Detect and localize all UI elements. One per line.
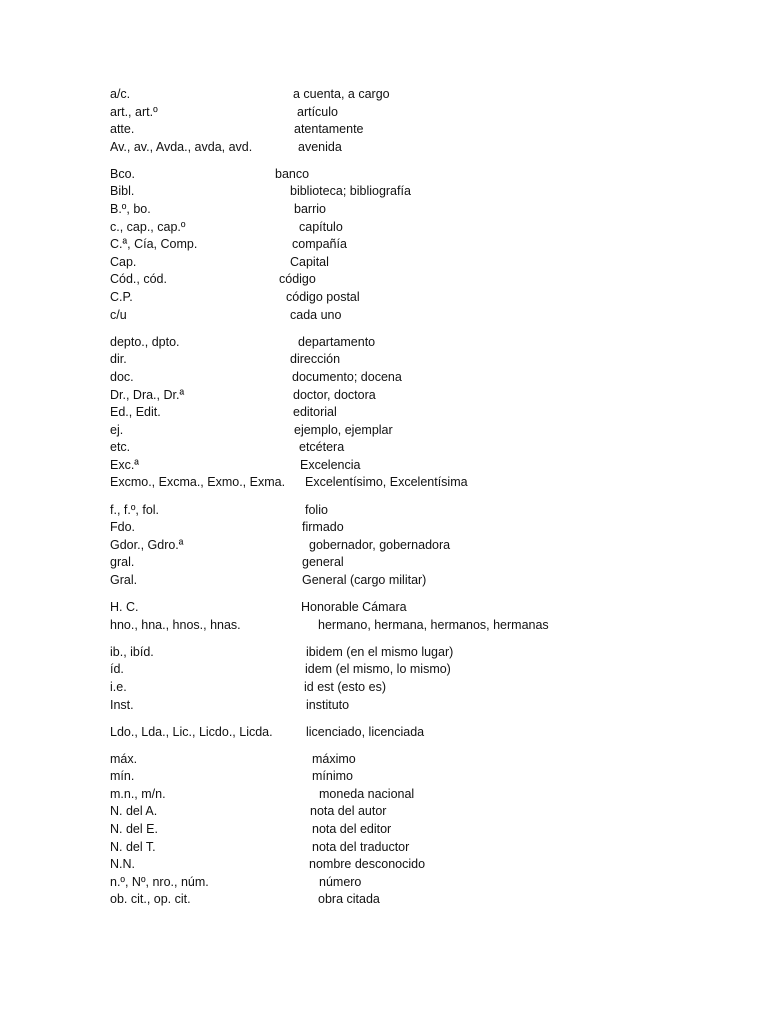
abbreviation: Bibl. [110,184,135,199]
abbreviation-meaning: código postal [286,290,360,305]
abbreviation-row [110,617,710,635]
abbreviation-meaning: número [319,874,362,889]
abbreviation-meaning: artículo [297,104,338,119]
abbreviation-row [110,183,710,201]
abbreviation-row [110,219,710,237]
abbreviation-meaning: etcétera [299,440,345,455]
abbreviation-row [110,519,710,537]
abbreviation-group [110,502,710,590]
abbreviation-row [110,724,710,742]
abbreviation: Av., av., Avda., avda, avd. [110,139,253,154]
abbreviation-row [110,271,710,289]
abbreviation: hno., hna., hnos., hnas. [110,617,241,632]
abbreviation: a/c. [110,87,131,101]
abbreviation-meaning: hermano, hermana, hermanos, hermanas [318,617,549,632]
abbreviation-row [110,768,710,786]
abbreviation-row [110,387,710,405]
abbreviation-meaning: capítulo [299,219,343,234]
abbreviation: N. del E. [110,822,158,837]
abbreviation-meaning: Honorable Cámara [301,600,407,615]
abbreviation-row [110,289,710,307]
abbreviation-meaning: firmado [302,520,344,535]
abbreviation-meaning: obra citada [318,892,380,907]
abbreviation-row [110,121,710,139]
abbreviation: C.P. [110,290,133,305]
abbreviation-row [110,786,710,804]
abbreviation-row [110,644,710,662]
abbreviation-row [110,139,710,157]
abbreviation: f., f.º, fol. [110,502,160,517]
abbreviation-meaning: doctor, doctora [293,387,376,402]
abbreviation: ej. [110,422,124,437]
abbreviation-meaning: a cuenta, a cargo [293,87,390,101]
abbreviation: etc. [110,440,131,455]
abbreviation: Gral. [110,572,138,587]
abbreviation: depto., dpto. [110,334,180,349]
abbreviation: Ed., Edit. [110,405,161,420]
abbreviation: máx. [110,751,138,766]
abbreviation: mín. [110,769,135,784]
abbreviation-row [110,572,710,590]
abbreviation-meaning: idem (el mismo, lo mismo) [305,662,451,677]
abbreviation: N. del T. [110,839,156,854]
abbreviation-meaning: nota del autor [310,804,387,819]
abbreviation-row [110,369,710,387]
abbreviation-meaning: Excelencia [300,457,361,472]
abbreviation-meaning: Excelentísimo, Excelentísima [305,475,468,490]
abbreviation: Cap. [110,254,137,269]
abbreviation: ib., ibíd. [110,644,154,659]
abbreviation-row [110,839,710,857]
abbreviation-row [110,856,710,874]
abbreviation-row [110,254,710,272]
abbreviation-meaning: barrio [294,202,326,217]
abbreviation-row [110,457,710,475]
abbreviation-meaning: ejemplo, ejemplar [294,422,393,437]
abbreviation-meaning: General (cargo militar) [302,572,427,587]
abbreviation: m.n., m/n. [110,786,166,801]
abbreviation-meaning: moneda nacional [319,786,415,801]
abbreviation-row [110,104,710,122]
abbreviation-meaning: folio [305,502,328,517]
abbreviation: N. del A. [110,804,158,819]
abbreviation-row [110,679,710,697]
abbreviation-row [110,554,710,572]
abbreviation: c., cap., cap.º [110,219,186,234]
abbreviation-meaning: avenida [298,139,342,154]
abbreviation: c/u [110,307,127,322]
abbreviation: Gdor., Gdro.ª [110,537,184,552]
abbreviation-group [110,166,710,324]
abbreviation-meaning: atentamente [294,122,364,137]
abbreviation: Ldo., Lda., Lic., Licdo., Licda. [110,724,273,739]
abbreviation-row [110,334,710,352]
abbreviation-row [110,86,710,104]
abbreviation: Excmo., Excma., Exmo., Exma. [110,475,286,490]
abbreviation-row [110,236,710,254]
abbreviation-meaning: Capital [290,254,329,269]
abbreviation-row [110,166,710,184]
abbreviation-meaning: departamento [298,334,376,349]
abbreviation: dir. [110,352,127,367]
abbreviation: íd. [110,662,124,677]
abbreviation-row [110,821,710,839]
abbreviation: Bco. [110,166,136,181]
abbreviation-row [110,439,710,457]
abbreviation-row [110,307,710,325]
abbreviation: gral. [110,555,135,570]
abbreviation: doc. [110,369,134,384]
abbreviation-meaning: id est (esto es) [304,679,386,694]
abbreviation-row [110,474,710,492]
abbreviation-row [110,599,710,617]
abbreviation-row [110,661,710,679]
abbreviation: ob. cit., op. cit. [110,892,191,907]
abbreviation-group [110,751,710,909]
abbreviation: i.e. [110,679,127,694]
abbreviation-row [110,803,710,821]
abbreviation-meaning: documento; docena [292,369,402,384]
abbreviation-meaning: nombre desconocido [309,857,426,872]
abbreviation: Exc.ª [110,457,139,472]
abbreviation: Dr., Dra., Dr.ª [110,387,185,402]
abbreviation-meaning: banco [275,166,310,181]
abbreviation-meaning: máximo [312,751,356,766]
abbreviation-row [110,751,710,769]
abbreviation-meaning: compañía [292,237,347,252]
abbreviation-row [110,537,710,555]
abbreviation-row [110,404,710,422]
abbreviation-row [110,422,710,440]
abbreviation: H. C. [110,600,139,615]
abbreviation-row [110,201,710,219]
abbreviation: n.º, Nº, nro., núm. [110,874,209,889]
abbreviation-row [110,351,710,369]
abbreviation-meaning: código [279,272,316,287]
abbreviation: N.N. [110,857,135,872]
abbreviation-meaning: gobernador, gobernadora [309,537,451,552]
abbreviation-meaning: ibidem (en el mismo lugar) [306,644,454,659]
abbreviation: C.ª, Cía, Comp. [110,237,198,252]
abbreviation: art., art.º [110,104,158,119]
abbreviation-meaning: nota del traductor [312,839,410,854]
abbreviation: Inst. [110,697,134,712]
abbreviation-row [110,697,710,715]
abbreviation-meaning: licenciado, licenciada [306,724,425,739]
abbreviation-meaning: general [302,555,344,570]
abbreviation: Cód., cód. [110,272,167,287]
abbreviation-row [110,502,710,520]
abbreviation: Fdo. [110,520,136,535]
abbreviation-meaning: mínimo [312,769,353,784]
abbreviation-row [110,891,710,909]
abbreviation-group [110,334,710,492]
abbreviation: B.º, bo. [110,202,151,217]
abbreviation-group [110,644,710,714]
abbreviation-group [110,724,710,742]
abbreviation-meaning: instituto [306,697,350,712]
abbreviation-list [110,86,710,919]
abbreviation: atte. [110,122,135,137]
abbreviation-group [110,86,710,156]
abbreviation-meaning: nota del editor [312,822,392,837]
abbreviation-meaning: editorial [293,405,337,420]
abbreviation-row [110,874,710,892]
abbreviation-meaning: cada uno [290,307,342,322]
abbreviation-meaning: dirección [290,352,341,367]
abbreviation-meaning: biblioteca; bibliografía [290,184,411,199]
abbreviation-group [110,599,710,634]
